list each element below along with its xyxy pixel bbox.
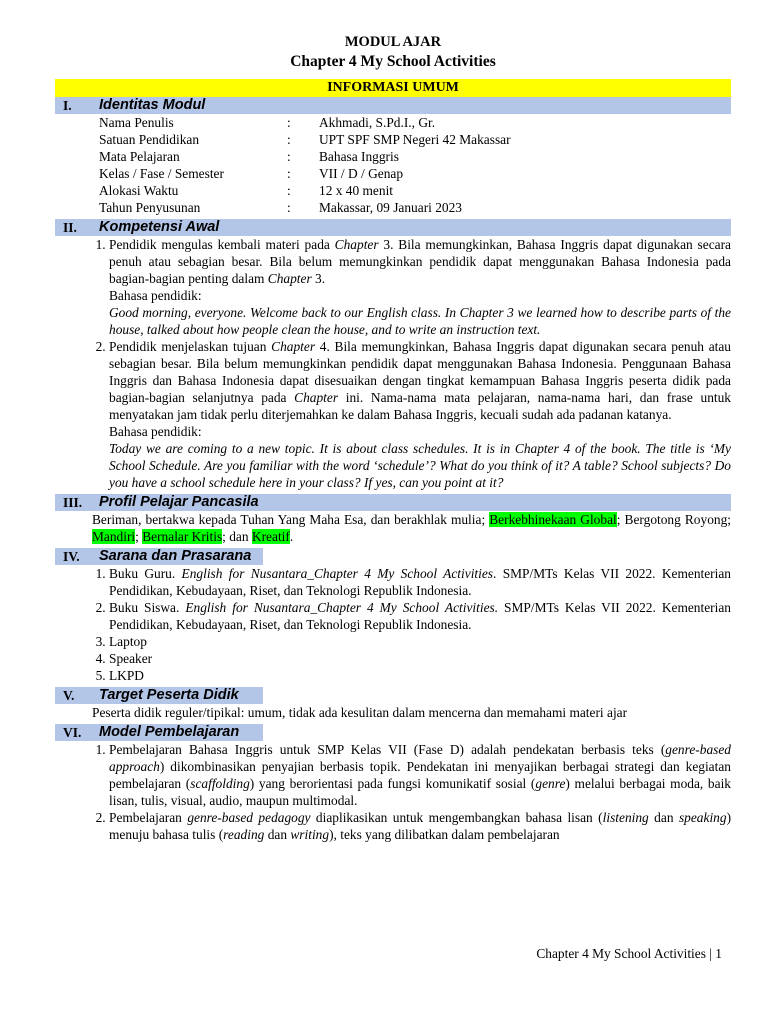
table-row: Alokasi Waktu : 12 x 40 menit (99, 183, 394, 198)
highlight: Bernalar Kritis (142, 529, 223, 544)
section-number: III. (63, 495, 83, 510)
teacher-speech: Today we are coming to a new topic. It is about class schedules. It is in Chapter 4 of the book. The title is ‘My School Schedule. Are you familiar with the word ‘schedule’? What do you think of it? A table? School subjects? Do you have a school schedule here in your class? If yes, can you point at it? (109, 441, 731, 490)
section-heading-profil (55, 494, 731, 511)
highlight: Kreatif (251, 529, 290, 544)
section-number: II. (63, 220, 77, 235)
list-item: 5. LKPD (109, 667, 731, 684)
list-item: 1. Pendidik mengulas kembali materi pada Chapter 3. Bila memungkinkan, Bahasa Inggris dapat digunakan secara penuh atau sebagian besar. Bila belum memungkinkan pendidik dapat menggunakan Bahasa Indonesia pada bagian-bagian penting dalam Chapter 3. Bahasa pendidik: Good morning, everyone. Welcome back to our English class. In Chapter 3 we learned how to describe parts of the house, talked about how people clean the house, and to write an instruction text. (109, 236, 731, 338)
general-info-band: INFORMASI UMUM (55, 79, 731, 97)
list-item: 2. Pendidik menjelaskan tujuan Chapter 4. Bila memungkinkan, Bahasa Inggris dapat digunakan secara penuh atau sebagian besar. Bila belum memungkinkan pendidik dapat menggunakan Bahasa Indonesia. Penggunaan Bahasa Inggris dan Bahasa Indonesia dapat disesuaikan dengan tingkat kemampuan Bahasa Inggris peserta didik pada bagian-bagian selanjutnya pada Chapter ini. Nama-nama mata pelajaran, nama-nama hari, dan frase untuk menyatakan jam tidak perlu diterjemahkan ke dalam Bahasa Inggris, kecuali sudah ada padanan katanya. Bahasa pendidik: Today we are coming to a new topic. It is about class schedules. It is in Chapter 4 of the book. The title is ‘My School Schedule. Are you familiar with the word ‘schedule’? What do you think of it? A table? School subjects? Do you have a school schedule here in your class? If yes, can you point at it? (109, 338, 731, 491)
section-title: Model Pembelajaran (99, 724, 240, 740)
section-title: Identitas Modul (99, 97, 206, 113)
list-item: 2. Pembelajaran genre-based pedagogy diaplikasikan untuk mengembangkan bahasa lisan (listening dan speaking) menuju bahasa tulis (reading dan writing), teks yang dilibatkan dalam pembelajaran (109, 809, 731, 843)
section-number: VI. (63, 725, 82, 740)
section-title: Profil Pelajar Pancasila (99, 494, 259, 510)
section-title: Target Peserta Didik (99, 687, 239, 703)
list-item: 1. Buku Guru. English for Nusantara_Chapter 4 My School Activities. SMP/MTs Kelas VII 2022. Kementerian Pendidikan, Kebudayaan, Riset, dan Teknologi Republik Indonesia. (109, 565, 731, 599)
model-list (55, 741, 731, 843)
profil-paragraph: Beriman, bertakwa kepada Tuhan Yang Maha Esa, dan berakhlak mulia; Berkebhinekaan Global; Bergotong Royong; Mandiri; Bernalar Kritis; dan Kreatif. (92, 512, 732, 544)
identity-table (99, 114, 511, 216)
highlight: Berkebhinekaan Global (489, 512, 617, 527)
chapter-title: Chapter 4 My School Activities (290, 53, 496, 70)
table-row: Kelas / Fase / Semester : VII / D / Genap (99, 166, 404, 181)
speech-label: Bahasa pendidik: (109, 288, 202, 303)
highlight: Mandiri (92, 529, 136, 544)
sarana-list (55, 565, 731, 684)
section-heading-sarana (55, 548, 263, 565)
section-title: Sarana dan Prasarana (99, 548, 252, 564)
page-footer: Chapter 4 My School Activities | 1 (536, 946, 722, 961)
section-heading-model (55, 724, 263, 741)
table-row: Satuan Pendidikan : UPT SPF SMP Negeri 42 Makassar (99, 132, 511, 147)
section-heading-target (55, 687, 263, 704)
teacher-speech: Good morning, everyone. Welcome back to our English class. In Chapter 3 we learned how to describe parts of the house, talked about how people clean the house, and to write an instruction text. (109, 305, 731, 337)
list-item: 4. Speaker (109, 650, 731, 667)
table-row: Mata Pelajaran : Bahasa Inggris (99, 149, 399, 164)
section-number: I. (63, 98, 72, 113)
table-row: Nama Penulis : Akhmadi, S.Pd.I., Gr. (99, 115, 436, 130)
section-title: Kompetensi Awal (99, 219, 220, 235)
speech-label: Bahasa pendidik: (109, 424, 202, 439)
section-number: IV. (63, 549, 80, 564)
module-title: MODUL AJAR (344, 34, 442, 50)
list-item: 2. Buku Siswa. English for Nusantara_Chapter 4 My School Activities. SMP/MTs Kelas VII 2022. Kementerian Pendidikan, Kebudayaan, Riset, dan Teknologi Republik Indonesia. (109, 599, 731, 633)
table-row: Tahun Penyusunan : Makassar, 09 Januari 2023 (99, 200, 463, 215)
section-heading-kompetensi (55, 219, 731, 236)
list-item: 3. Laptop (109, 633, 731, 650)
target-paragraph: Peserta didik reguler/tipikal: umum, tidak ada kesulitan dalam mencerna dan memahami materi ajar (92, 705, 628, 720)
section-heading-identitas (55, 97, 731, 114)
section-number: V. (63, 688, 75, 703)
document-page (55, 33, 731, 843)
kompetensi-list (55, 236, 731, 491)
list-item: 1. Pembelajaran Bahasa Inggris untuk SMP Kelas VII (Fase D) adalah pendekatan berbasis teks (genre-based approach) dikombinasikan penyajian berbasis topik. Pendekatan ini menyajikan berbagai strategi dan kegiatan pembelajaran (scaffolding) yang berorientasi pada fungsi komunikatif sosial (genre) melalui berbagai moda, baik lisan, tulis, visual, audio, maupun multimodal. (109, 741, 731, 809)
